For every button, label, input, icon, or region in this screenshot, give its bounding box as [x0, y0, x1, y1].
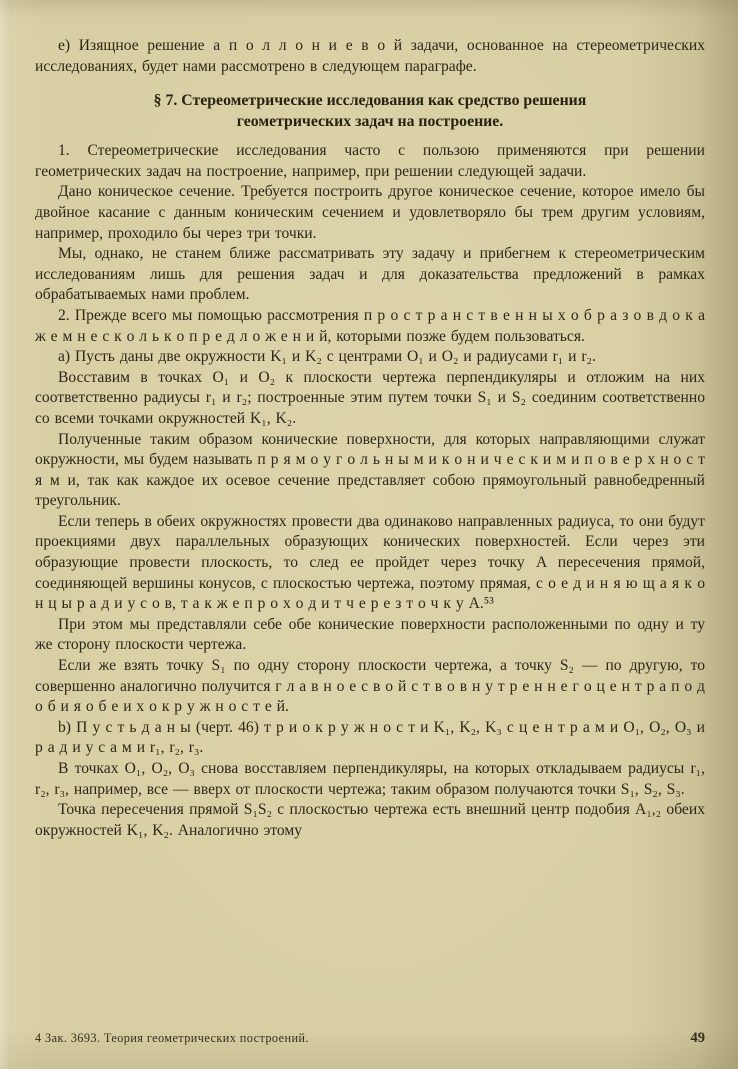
paragraph: е) Изящное решение а п о л л о н и е в о й задачи, основанное на стереометрических исследованиях, будет нами рассмотрено в следующем параграфе. [35, 37, 705, 75]
paragraph: Если теперь в обеих окружностях провести два одинаково направленных радиуса, то они будут проекциями двух параллельных образующих конических поверхностей. Если через эти образующие провести плоскость, то след ее пройдет через точку A пересечения прямой, соединяющей вершины конусов, с плоскостью чертежа, поэтому прямая, с о е д и н я ю щ а я к о н ц ы р а д и у с о в, т а к ж е п р о х о д и т ч е р е з т о ч к у A.⁵³ [35, 512, 705, 613]
page-number: 49 [690, 1030, 705, 1046]
section-heading [61, 90, 679, 132]
paragraph: а) Пусть даны две окружности K₁ и K₂ с центрами O₁ и O₂ и радиусами r₁ и r₂. [58, 348, 596, 366]
paragraph: При этом мы представляли себе обе конические поверхности расположенными по одну и ту же сторону плоскости чертежа. [35, 615, 705, 654]
section-heading-line2: геометрических задач на построение. [236, 113, 504, 131]
page-content [35, 36, 705, 841]
paragraph: Дано коническое сечение. Требуется построить другое коническое сечение, которое имело бы двойное касание с данным коническим сечением и удовлетворяло бы трем другим условиям, например, проходило бы через три точки. [35, 183, 705, 242]
paragraph: Точка пересечения прямой S₁S₂ с плоскостью чертежа есть внешний центр подобия A₁,₂ обеих окружностей K₁, K₂. Аналогично этому [35, 801, 705, 839]
paragraph: Если же взять точку S₁ по одну сторону плоскости чертежа, а точку S₂ — по другую, то совершенно аналогично получится г л а в н о е с в о й с т в о в н у т р е н н е г о ц е н т р а п о д о б и я о б е и х о к р у ж н о с т е й. [35, 657, 705, 716]
paragraph: 2. Прежде всего мы помощью рассмотрения п р о с т р а н с т в е н н ы х о б р а з о в д о к а ж е м н е с к о л ь к о п р е д л о ж е н и й, которыми позже будем пользоваться. [35, 306, 705, 345]
paragraph: Полученные таким образом конические поверхности, для которых направляющими служат окружности, мы будем называть п р я м о у г о л ь н ы м и к о н и ч е с к и м и п о в е р х н о с т я м и, так как каждое их осевое сечение представляет собою прямоугольный равнобедренный треугольник. [35, 430, 705, 510]
paragraph: Мы, однако, не станем ближе рассматривать эту задачу и прибегнем к стереометрическим исследованиям лишь для решения задач и для доказательства предложений в рамках обрабатываемых нами проблем. [35, 245, 705, 304]
page-footer [35, 1030, 705, 1047]
paragraph: Восставим в точках O₁ и O₂ к плоскости чертежа перпендикуляры и отложим на них соответственно радиусы r₁ и r₂; построенные этим путем точки S₁ и S₂ соединим соответственно со всеми точками окружностей K₁, K₂. [35, 368, 705, 427]
section-heading-line1: § 7. Стереометрические исследования как средство решения [153, 92, 587, 110]
footer-imprint: 4 Зак. 3693. Теория геометрических построений. [35, 1031, 309, 1045]
paragraph: 1. Стереометрические исследования часто с пользою применяются при решении геометрических задач на построение, например, при решении следующей задачи. [35, 142, 705, 180]
paragraph: b) П у с т ь д а н ы (черт. 46) т р и о к р у ж н о с т и K₁, K₂, K₃ с ц е н т р а м и O₁, O₂, O₃ и р а д и у с а м и r₁, r₂, r₃. [35, 718, 705, 757]
paragraph: В точках O₁, O₂, O₃ снова восставляем перпендикуляры, на которых откладываем радиусы r₁, r₂, r₃, например, все — вверх от плоскости чертежа; таким образом получаются точки S₁, S₂, S₃. [35, 760, 705, 798]
